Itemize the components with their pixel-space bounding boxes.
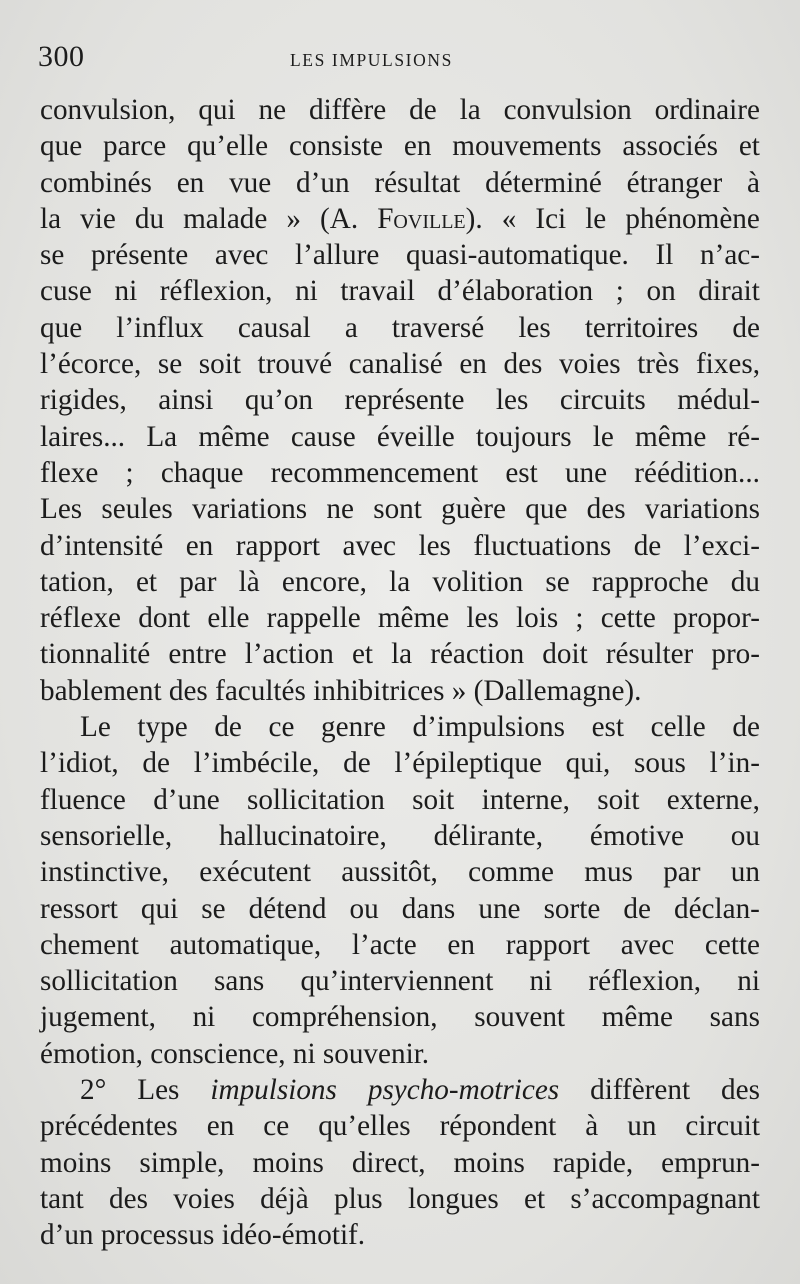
word: l’idiot, — [40, 747, 119, 780]
word: emprun- — [661, 1146, 760, 1179]
word: délirante, — [433, 819, 544, 852]
word: qui — [140, 892, 179, 925]
word: mouvements — [452, 130, 602, 163]
word: fluence — [40, 783, 126, 816]
word: des — [503, 348, 543, 381]
word: cuse — [40, 275, 92, 308]
word: le — [592, 420, 614, 453]
word: une — [478, 892, 521, 925]
word: aussitôt, — [341, 856, 438, 889]
word: que — [40, 311, 83, 344]
word: ni — [529, 965, 553, 998]
word: qui, — [565, 747, 611, 780]
word: causal — [237, 311, 311, 344]
word: traversé — [391, 311, 485, 344]
word: de — [142, 747, 170, 780]
text-line — [40, 528, 760, 564]
word: rapide, — [552, 1146, 634, 1179]
word: diffère — [308, 94, 387, 126]
word: ordinaire — [654, 94, 760, 126]
word: soit — [198, 348, 241, 381]
word: genre — [321, 711, 386, 744]
word: moins — [252, 1146, 324, 1179]
word: variations — [644, 493, 760, 526]
word: du — [730, 565, 760, 598]
word: d’intensité — [40, 529, 164, 562]
word: Les — [40, 493, 83, 526]
word: réflexion, — [159, 275, 273, 308]
word: détend — [248, 892, 327, 925]
word: réédition... — [634, 456, 760, 489]
word: soit — [597, 783, 640, 816]
word: diffèrent — [590, 1074, 691, 1107]
word: des — [721, 1074, 760, 1107]
text-line — [40, 273, 760, 309]
word: vue — [229, 166, 272, 199]
word: comme — [468, 856, 554, 889]
word: jugement, — [40, 1001, 156, 1034]
word: qu’elles — [318, 1110, 411, 1143]
word: ; — [125, 456, 134, 489]
word: l’action — [244, 638, 334, 671]
word: sensorielle, — [40, 819, 173, 852]
word: l’écorce, — [40, 348, 142, 381]
text-line — [40, 128, 760, 164]
word: encore, — [281, 565, 367, 598]
text-line — [40, 636, 760, 672]
word: et — [135, 565, 158, 598]
word: Ici — [535, 202, 567, 235]
word: déclan- — [674, 892, 760, 925]
body-text — [40, 92, 760, 1254]
word: inhibitrices — [313, 674, 445, 707]
word: se — [40, 239, 65, 272]
word: ne — [326, 493, 354, 526]
word: interne, — [481, 783, 570, 816]
word: chement — [40, 928, 139, 961]
word: l’imbécile, — [193, 747, 320, 780]
word: est — [505, 456, 538, 489]
word: a — [344, 311, 358, 344]
word: la — [389, 565, 411, 598]
word: même — [601, 1001, 674, 1034]
word: souvent — [474, 1001, 566, 1034]
word: avec — [342, 529, 396, 562]
word: Le — [80, 711, 111, 744]
text-line — [40, 999, 760, 1035]
word: émotive — [589, 819, 684, 852]
word: Foville). — [377, 202, 483, 235]
word: une — [564, 456, 608, 489]
word: canalisé — [348, 348, 443, 381]
word: que — [40, 130, 83, 163]
word: ni — [292, 1037, 316, 1070]
word: doit — [542, 638, 588, 671]
word: l’acte — [351, 928, 417, 961]
text-line — [40, 564, 760, 600]
word: variations — [192, 493, 308, 526]
word: émotion, — [40, 1037, 143, 1070]
word: « — [501, 202, 517, 235]
word: d’élaboration — [437, 275, 594, 308]
word: sans — [709, 1001, 760, 1034]
word: par — [663, 856, 701, 889]
word: présente — [90, 239, 189, 272]
word: La — [146, 420, 178, 453]
text-line — [40, 1181, 760, 1217]
word: dirait — [698, 275, 760, 308]
word: d’impulsions — [412, 711, 565, 744]
word: en — [185, 529, 214, 562]
word: consiste — [288, 130, 384, 163]
word: l’allure — [295, 239, 380, 272]
word: qu’elle — [187, 130, 269, 163]
word: elle — [207, 602, 250, 635]
word: volition — [432, 565, 524, 598]
text-line — [40, 818, 760, 854]
word: en — [447, 928, 475, 961]
word: déjà — [260, 1182, 309, 1215]
word: qui — [198, 94, 236, 126]
word: et — [524, 1182, 546, 1215]
word: trouvé — [257, 348, 333, 381]
word: en — [176, 166, 205, 199]
text-line — [40, 165, 760, 201]
word: circuit — [685, 1110, 760, 1143]
word: impulsions — [210, 1074, 337, 1107]
word: ni — [192, 1001, 216, 1034]
word: par — [179, 565, 217, 598]
word: simple, — [139, 1146, 225, 1179]
word: cette — [704, 928, 760, 961]
word: ou — [349, 892, 379, 925]
word: des — [109, 1182, 148, 1215]
text-line — [40, 1036, 760, 1072]
word: médul- — [677, 384, 760, 417]
word: voies — [558, 348, 621, 381]
word: sont — [373, 493, 422, 526]
word: ce — [268, 711, 295, 744]
word: ainsi — [158, 384, 214, 417]
word: soit — [412, 783, 455, 816]
word: même — [377, 602, 450, 635]
word: ne — [258, 94, 287, 126]
word: l’exci- — [683, 529, 760, 562]
word: d’un — [296, 166, 350, 199]
word: instinctive, — [40, 856, 169, 889]
text-line — [40, 927, 760, 963]
word: vie — [80, 202, 116, 235]
word: externe, — [666, 783, 760, 816]
word: automatique, — [169, 928, 322, 961]
word: des — [168, 674, 208, 707]
word: de — [633, 529, 662, 562]
word: cause — [290, 420, 356, 453]
word: (Dallemagne). — [473, 674, 642, 707]
word: représente — [344, 384, 465, 417]
word: chaque — [160, 456, 244, 489]
word: direct, — [351, 1146, 426, 1179]
word: les — [518, 311, 551, 344]
word: celle — [650, 711, 706, 744]
word: recommencement — [270, 456, 479, 489]
word: l’épileptique — [394, 747, 542, 780]
word: territoires — [584, 311, 699, 344]
word: moins — [453, 1146, 525, 1179]
word: rapport — [505, 928, 590, 961]
text-line — [40, 201, 760, 237]
word: toujours — [475, 420, 572, 453]
word: que — [525, 493, 568, 526]
word: en — [459, 348, 487, 381]
word: moins — [40, 1146, 112, 1179]
word: lois — [516, 602, 559, 635]
word: rappelle — [266, 602, 361, 635]
word: souvenir. — [322, 1037, 430, 1070]
word: combinés — [40, 166, 152, 199]
word: » — [451, 674, 467, 707]
word: résulter — [605, 638, 694, 671]
word: résultat — [374, 166, 461, 199]
word: l’influx — [116, 311, 204, 344]
word: voies — [173, 1182, 235, 1215]
word: phénomène — [625, 202, 760, 235]
word: ré- — [727, 420, 760, 453]
word: compréhension, — [251, 1001, 438, 1034]
word: rapport — [235, 529, 321, 562]
word: là — [238, 565, 260, 598]
word: malade — [183, 202, 268, 235]
word: qu’on — [244, 384, 313, 417]
word: la — [40, 202, 62, 235]
word: mus — [584, 856, 633, 889]
word: très — [637, 348, 680, 381]
word: dans — [401, 892, 456, 925]
word: (A. — [320, 202, 359, 235]
word: circuits — [559, 384, 646, 417]
text-line — [40, 92, 760, 128]
word: 2° — [80, 1074, 107, 1107]
word: de — [732, 711, 760, 744]
word: sans — [214, 965, 265, 998]
word: guère — [441, 493, 506, 526]
word: sollicitation — [246, 783, 385, 816]
word: les — [495, 384, 529, 417]
word: dont — [138, 602, 191, 635]
word: qu’interviennent — [300, 965, 494, 998]
word: en — [206, 1110, 235, 1143]
word: le — [585, 202, 607, 235]
word: hallucinatoire, — [218, 819, 387, 852]
text-line — [40, 600, 760, 636]
text-line — [40, 891, 760, 927]
word: l’in- — [709, 747, 760, 780]
word: Il — [655, 239, 674, 272]
text-line — [40, 963, 760, 999]
word: cette — [600, 602, 656, 635]
word: en — [403, 130, 432, 163]
word: de — [732, 311, 760, 344]
word: processus — [100, 1219, 215, 1252]
word: de — [343, 747, 371, 780]
word: fluctuations — [473, 529, 612, 562]
word: d’une — [153, 783, 220, 816]
word: de — [409, 94, 437, 126]
word: exécutent — [199, 856, 312, 889]
word: conscience, — [150, 1037, 286, 1070]
word: répondent — [439, 1110, 557, 1143]
word: Les — [137, 1074, 180, 1107]
word: à — [747, 166, 760, 199]
word: est — [591, 711, 624, 744]
word: tation, — [40, 565, 114, 598]
word: déterminé — [485, 166, 602, 199]
word: ressort — [40, 892, 118, 925]
word: se — [157, 348, 183, 381]
word: ; — [615, 275, 624, 308]
word: ce — [263, 1110, 290, 1143]
word: rigides, — [40, 384, 127, 417]
text-line — [40, 455, 760, 491]
word: réflexe — [40, 602, 122, 635]
word: bablement — [40, 674, 162, 707]
text-line — [40, 1072, 760, 1108]
word: même — [198, 420, 270, 453]
word: entre — [168, 638, 227, 671]
text-line — [40, 346, 760, 382]
word: se — [545, 565, 570, 598]
word: convulsion — [503, 94, 632, 126]
running-head: LES IMPULSIONS — [290, 50, 453, 70]
text-line — [40, 1108, 760, 1144]
page-number: 300 — [38, 40, 85, 73]
word: fixes, — [695, 348, 760, 381]
word: des — [586, 493, 626, 526]
word: associés — [622, 130, 718, 163]
word: tant — [40, 1182, 84, 1215]
word: psycho-motrices — [367, 1074, 560, 1107]
word: de — [214, 711, 242, 744]
word: facultés — [215, 674, 306, 707]
word: plus — [334, 1182, 383, 1215]
word: tionnalité — [40, 638, 151, 671]
text-line — [40, 310, 760, 346]
word: flexe — [40, 456, 99, 489]
text-line — [40, 673, 760, 709]
word: » — [286, 202, 301, 235]
word: de — [623, 892, 651, 925]
word: longues — [407, 1182, 499, 1215]
word: précédentes — [40, 1110, 178, 1143]
text-line — [40, 419, 760, 455]
word: idéo-émotif. — [221, 1219, 366, 1252]
text-line — [40, 854, 760, 890]
word: même — [635, 420, 707, 453]
word: et — [351, 638, 374, 671]
word: étranger — [626, 166, 723, 199]
word: sorte — [543, 892, 601, 925]
word: les — [466, 602, 499, 635]
word: on — [646, 275, 676, 308]
word: sous — [634, 747, 686, 780]
word: un — [627, 1110, 657, 1143]
word: ou — [730, 819, 760, 852]
word: avec — [620, 928, 675, 961]
text-line — [40, 1145, 760, 1181]
word: ; — [575, 602, 584, 635]
word: pro- — [711, 638, 760, 671]
word: travail — [340, 275, 415, 308]
word: laires... — [40, 420, 126, 453]
word: éveille — [376, 420, 455, 453]
word: un — [730, 856, 760, 889]
text-line — [40, 491, 760, 527]
word: ni — [114, 275, 138, 308]
word: d’un — [40, 1219, 94, 1252]
page-header — [38, 40, 748, 80]
word: parce — [103, 130, 167, 163]
text-line — [40, 745, 760, 781]
word: la — [459, 94, 481, 126]
text-line — [40, 709, 760, 745]
word: rapproche — [591, 565, 709, 598]
word: du — [134, 202, 165, 235]
text-line — [40, 382, 760, 418]
word: avec — [214, 239, 269, 272]
word: et — [738, 130, 760, 163]
word: seules — [101, 493, 173, 526]
word: les — [418, 529, 451, 562]
text-line — [40, 782, 760, 818]
word: convulsion, — [40, 94, 176, 126]
word: réaction — [430, 638, 525, 671]
word: ni — [295, 275, 318, 308]
word: s’accompagnant — [570, 1182, 760, 1215]
word: à — [585, 1110, 599, 1143]
word: type — [137, 711, 188, 744]
text-line — [40, 237, 760, 273]
word: ni — [737, 965, 760, 998]
word: sollicitation — [40, 965, 178, 998]
word: n’ac- — [700, 239, 760, 272]
word: se — [201, 892, 226, 925]
text-line — [40, 1217, 760, 1253]
word: propor- — [673, 602, 760, 635]
word: réflexion, — [588, 965, 702, 998]
word: quasi-automatique. — [405, 239, 629, 272]
word: la — [391, 638, 413, 671]
